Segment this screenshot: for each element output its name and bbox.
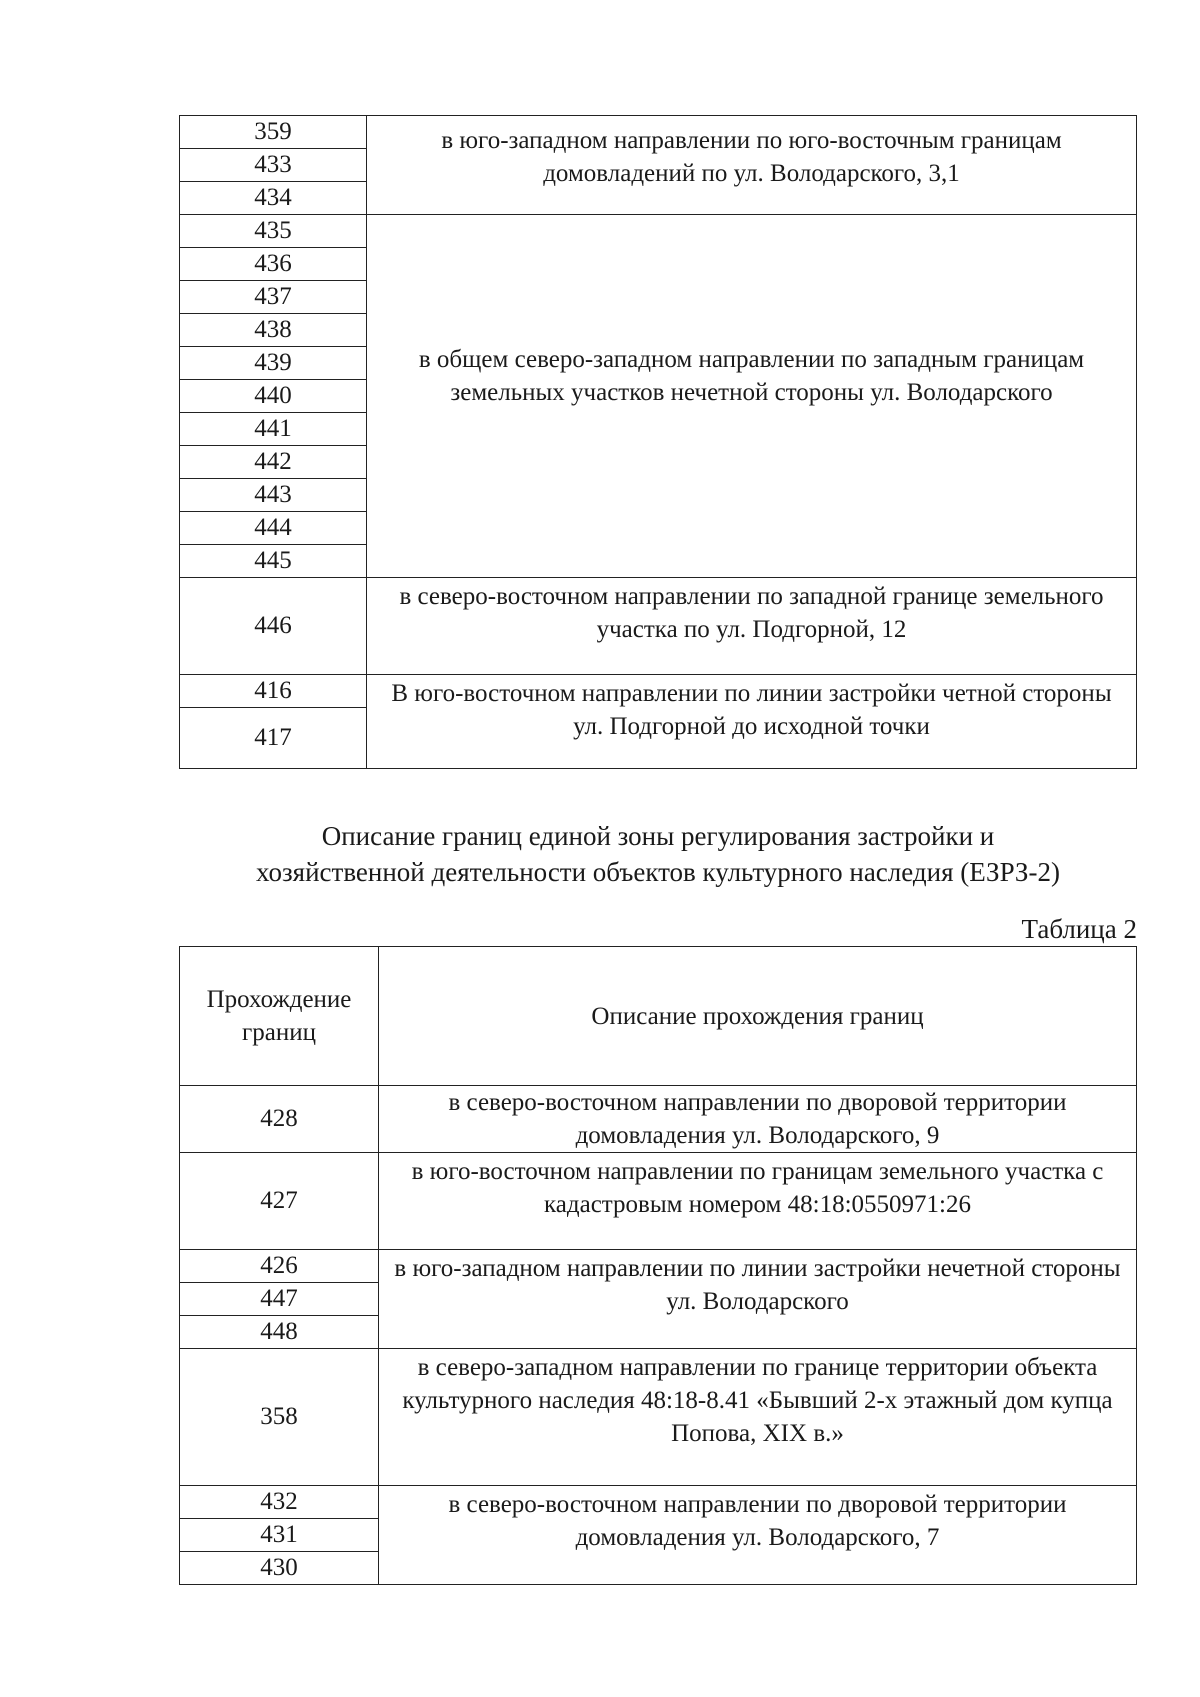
boundary-description: в северо-восточном направлении по дворовой территории домовладения ул. Володарского, 9 (379, 1086, 1137, 1153)
boundary-description: в общем северо-западном направлении по западным границам земельных участков нечетной стороны ул. Володарского (367, 215, 1137, 578)
table-row (180, 1086, 1137, 1153)
point-number: 437 (180, 281, 367, 314)
section-title-line-1: Описание границ единой зоны регулирования застройки и (321, 821, 995, 851)
point-number: 439 (180, 347, 367, 380)
table-row (180, 578, 1137, 675)
table-row (180, 116, 1137, 149)
point-number: 435 (180, 215, 367, 248)
point-number: 417 (180, 708, 367, 769)
point-number: 441 (180, 413, 367, 446)
point-number: 447 (180, 1283, 379, 1316)
boundary-description: в северо-западном направлении по границе территории объекта культурного наследия 48:18-8.41 «Бывший 2-х этажный дом купца Попова, XIX в.» (379, 1349, 1137, 1486)
header-passage: Прохождение границ (180, 947, 379, 1086)
section-title-line-2: хозяйственной деятельности объектов культурного наследия (ЕЗРЗ-2) (256, 857, 1060, 887)
point-number: 428 (180, 1086, 379, 1153)
table-header-row (180, 947, 1137, 1086)
point-number: 433 (180, 149, 367, 182)
point-number: 443 (180, 479, 367, 512)
boundary-table-1 (179, 115, 1137, 769)
table-row (180, 1486, 1137, 1519)
table-row (180, 1349, 1137, 1486)
point-number: 445 (180, 545, 367, 578)
point-number: 432 (180, 1486, 379, 1519)
table-row (180, 1250, 1137, 1283)
point-number: 431 (180, 1519, 379, 1552)
point-number: 359 (180, 116, 367, 149)
point-number: 427 (180, 1153, 379, 1250)
point-number: 442 (180, 446, 367, 479)
point-number: 440 (180, 380, 367, 413)
point-number: 446 (180, 578, 367, 675)
table-row (180, 1153, 1137, 1250)
point-number: 430 (180, 1552, 379, 1585)
point-number: 358 (180, 1349, 379, 1486)
table-row (180, 675, 1137, 708)
point-number: 426 (180, 1250, 379, 1283)
boundary-description: в юго-восточном направлении по границам земельного участка с кадастровым номером 48:18:0550971:26 (379, 1153, 1137, 1250)
point-number: 436 (180, 248, 367, 281)
boundary-description: в юго-западном направлении по юго-восточным границам домовладений по ул. Володарского, 3,1 (367, 116, 1137, 215)
point-number: 438 (180, 314, 367, 347)
boundary-table-2 (179, 946, 1137, 1585)
header-description: Описание прохождения границ (379, 947, 1137, 1086)
boundary-description: в северо-восточном направлении по дворовой территории домовладения ул. Володарского, 7 (379, 1486, 1137, 1585)
boundary-description: в юго-западном направлении по линии застройки нечетной стороны ул. Володарского (379, 1250, 1137, 1349)
boundary-description: в северо-восточном направлении по западной границе земельного участка по ул. Подгорной, 12 (367, 578, 1137, 675)
table-row (180, 215, 1137, 248)
section-title (179, 818, 1137, 890)
boundary-description: В юго-восточном направлении по линии застройки четной стороны ул. Подгорной до исходной точки (367, 675, 1137, 769)
point-number: 416 (180, 675, 367, 708)
table-label: Таблица 2 (1021, 914, 1137, 944)
point-number: 444 (180, 512, 367, 545)
point-number: 434 (180, 182, 367, 215)
point-number: 448 (180, 1316, 379, 1349)
